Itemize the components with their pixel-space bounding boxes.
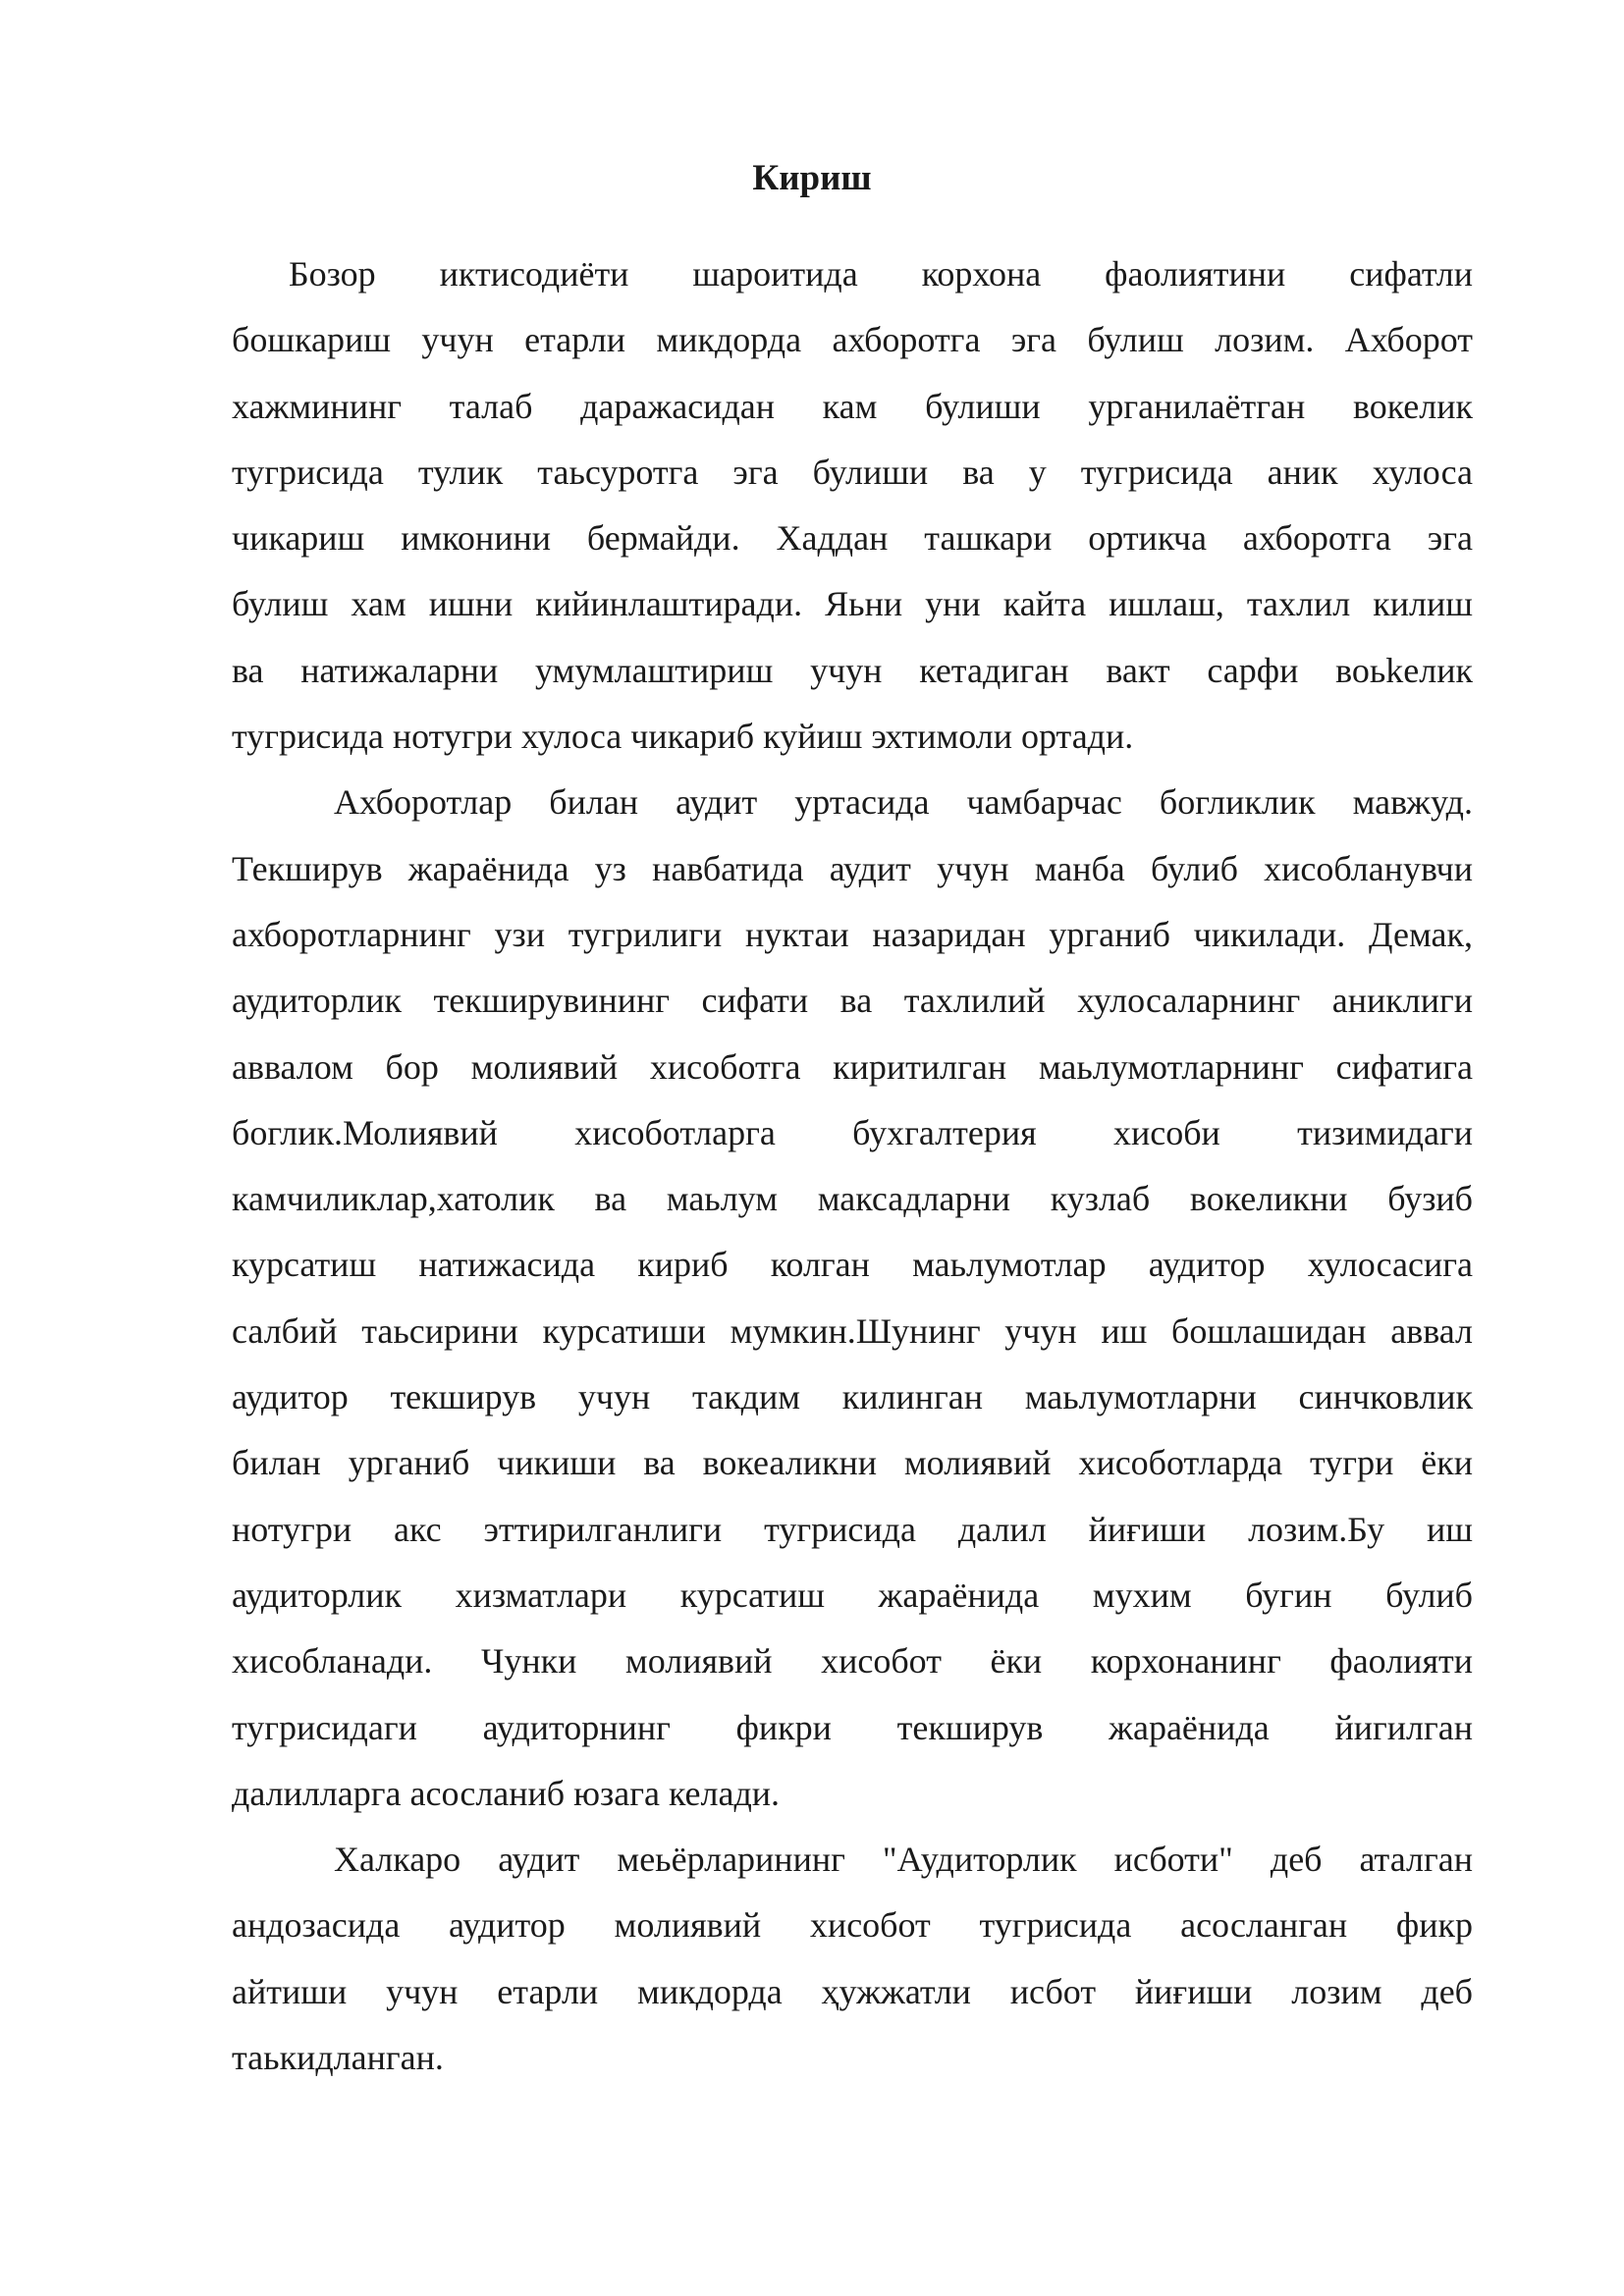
paragraph-2 [232, 770, 1473, 1827]
text-line: Ахборотлар билан аудит уртасида чамбарчас богликлик мавжуд. [334, 782, 1473, 823]
text-line: тугрисида тулик таьсуротга эга булиши ва у тугрисида аник хулоса [232, 452, 1473, 492]
text-line: бошкариш учун етарли микдорда ахборотга эга булиш лозим. Ахборот [232, 320, 1473, 360]
text-line: ахборотларнинг узи тугрилиги нуктаи назаридан урганиб чикилади. Демак, [232, 914, 1473, 954]
text-line: булиш хам ишни кийинлаштиради. Яьни уни кайта ишлаш, тахлил килиш [232, 584, 1473, 624]
text-line: камчиликлар,хатолик ва маьлум максадларни кузлаб вокеликни бузиб [232, 1179, 1473, 1219]
text-line: билан урганиб чикиши ва вокеаликни молиявий хисоботларда тугри ёки [232, 1443, 1473, 1483]
text-line: салбий таьсирини курсатиши мумкин.Шунинг учун иш бошлашидан аввал [232, 1310, 1473, 1351]
text-line: таькидланган. [232, 2038, 444, 2078]
text-line: аввалом бор молиявий хисоботга киритилган маьлумотларнинг сифатига [232, 1046, 1473, 1087]
text-line: чикариш имконини бермайди. Хаддан ташкари ортикча ахборотга эга [232, 518, 1473, 559]
text-line: Халкаро аудит меьёрларининг "Аудиторлик исботи" деб аталган [334, 1840, 1473, 1880]
text-line: ва натижаларни умумлаштириш учун кетадиган вакт сарфи воьkелик [232, 650, 1473, 690]
text-line: тугрисидаги аудиторнинг фикри текширув жараёнида йигилган [232, 1707, 1473, 1747]
paragraph-3 [232, 1827, 1473, 2091]
text-line: нотугри акс эттирилганлиги тугрисида далил йиғиши лозим.Бу иш [232, 1509, 1473, 1549]
text-line: андозасида аудитор молиявий хисобот тугрисида асосланган фикр [232, 1905, 1473, 1946]
text-line: тугрисида нотугри хулоса чикариб куйиш эхтимоли ортади. [232, 717, 1134, 757]
page-title: Кириш [752, 158, 872, 198]
text-line: аудитор текширув учун такдим килинган маьлумотларни синчковлик [232, 1377, 1473, 1417]
text-line: курсатиш натижасида кириб колган маьлумотлар аудитор хулосасига [232, 1245, 1473, 1285]
document-body [232, 241, 1473, 2091]
text-line: Бозор иктисодиёти шароитида корхона фаолиятини сифатли [289, 254, 1473, 294]
text-line: айтиши учун етарли микдорда ҳужжатли исбот йиғиши лозим деб [232, 1971, 1473, 2011]
text-line: хисобланади. Чунки молиявий хисобот ёки корхонанинг фаолияти [232, 1641, 1473, 1682]
text-line: аудиторлик хизматлари курсатиш жараёнида мухим бугин булиб [232, 1575, 1473, 1615]
text-line: хажмининг талаб даражасидан кам булиши урганилаётган вокелик [232, 386, 1473, 426]
text-line: Текширув жараёнида уз навбатида аудит учун манба булиб хисобланувчи [232, 848, 1473, 888]
text-line: боглик.Молиявий хисоботларга бухгалтерия хисоби тизимидаги [232, 1112, 1473, 1152]
text-line: аудиторлик текширувининг сифати ва тахлилий хулосаларнинг аниклиги [232, 981, 1473, 1021]
text-line: далилларга асосланиб юзага келади. [232, 1773, 781, 1813]
paragraph-1 [232, 241, 1473, 770]
